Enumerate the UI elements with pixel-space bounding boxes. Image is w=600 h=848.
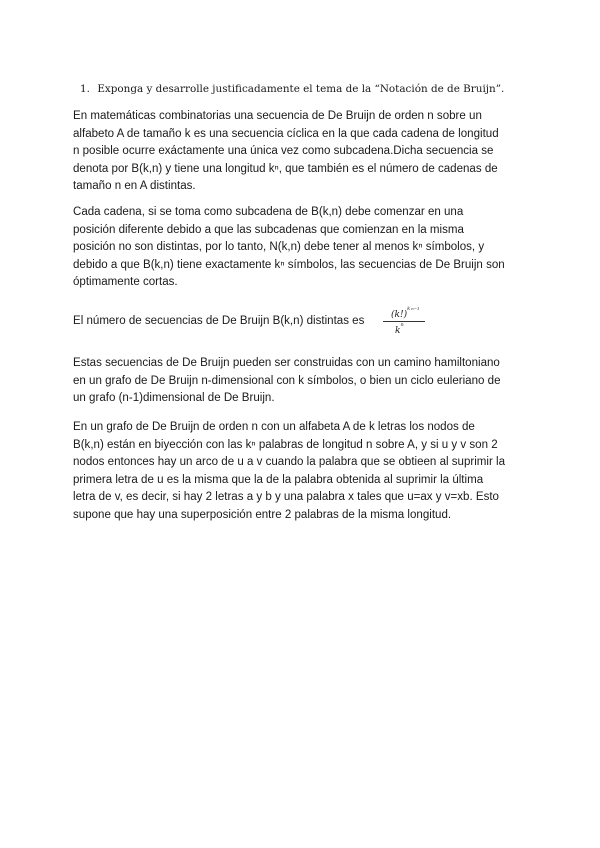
text-line: supone que hay una superposición entre 2 palabras de la misma longitud. (73, 508, 452, 521)
text-line: debido a que B(k,n) tiene exactamente kⁿ símbolos, las secuencias de De Bruijn son (73, 258, 505, 271)
text-line: nodos entonces hay un arco de u a v cuando la palabra que se obtieen al suprimir la (73, 456, 506, 469)
text-line: posición diferente debido a que las subcadenas que comienzan en la misma (73, 223, 464, 236)
text-line: En un grafo de De Bruijn de orden n con un alfabeta A de k letras los nodos de (73, 421, 475, 433)
paragraph-construction (73, 355, 539, 408)
text-line: Estas secuencias de De Bruijn pueden ser construidas con un camino hamiltoniano (73, 357, 500, 369)
denominator-base: k (395, 326, 401, 336)
text-line: denota por B(k,n) y tiene una longitud kⁿ, que también es el número de cadenas de (73, 162, 498, 175)
text-line: B(k,n) están en biyección con las kⁿ palabras de longitud n sobre A, y si u y v son 2 (73, 438, 498, 451)
text-line: Cada cadena, si se toma como subcadena de B(k,n) debe comenzar en una (73, 206, 464, 218)
paragraph-graph (73, 419, 539, 525)
numerator-base: (k!) (391, 310, 408, 320)
numerator-exponent-power: n−1 (411, 306, 420, 311)
text-line: letra de v, es decir, si hay 2 letras a y b y una palabra x tales que u=ax y v=xb. Esto (73, 491, 499, 504)
count-formula (381, 300, 427, 344)
text-line: primera letra de u es la misma que la de la palabra obtenida al suprimir la última (73, 473, 484, 486)
list-number: 1. (80, 83, 90, 95)
denominator-exponent: n (400, 322, 404, 328)
numerator-exponent: k (407, 306, 411, 312)
paragraph-count-formula (73, 300, 473, 346)
text-line: alfabeto A de tamaño k es una secuencia cíclica en la que cada cadena de longitud (73, 127, 499, 140)
text-line: óptimamente cortas. (73, 276, 178, 289)
text-line: n posible ocurre exáctamente una única vez como subcadena.Dicha secuencia se (73, 145, 494, 158)
text-line: en un grafo de De Bruijn n-dimensional con k símbolos, o bien un ciclo euleriano de (73, 374, 501, 387)
fraction-bar (383, 321, 425, 322)
text-line: En matemáticas combinatorias una secuencia de De Bruijn de orden n sobre un (73, 110, 482, 122)
formula-denominator (395, 322, 404, 336)
heading-text: Exponga y desarrolle justificadamente el tema de la “Notación de de Bruijn”. (97, 83, 505, 95)
paragraph-definition (73, 108, 539, 196)
text-line: tamaño n en A distintas. (73, 180, 196, 193)
text-line: un grafo (n-1)dimensional de De Bruijn. (73, 392, 275, 405)
text-line: posición no son distintas, por lo tanto, N(k,n) debe tener al menos kⁿ símbolos, y (73, 241, 485, 254)
formula-sentence: El número de secuencias de De Bruijn B(k,n) distintas es (73, 315, 365, 327)
formula-numerator (391, 306, 420, 320)
paragraph-optimality (73, 204, 539, 292)
section-heading (80, 83, 580, 95)
